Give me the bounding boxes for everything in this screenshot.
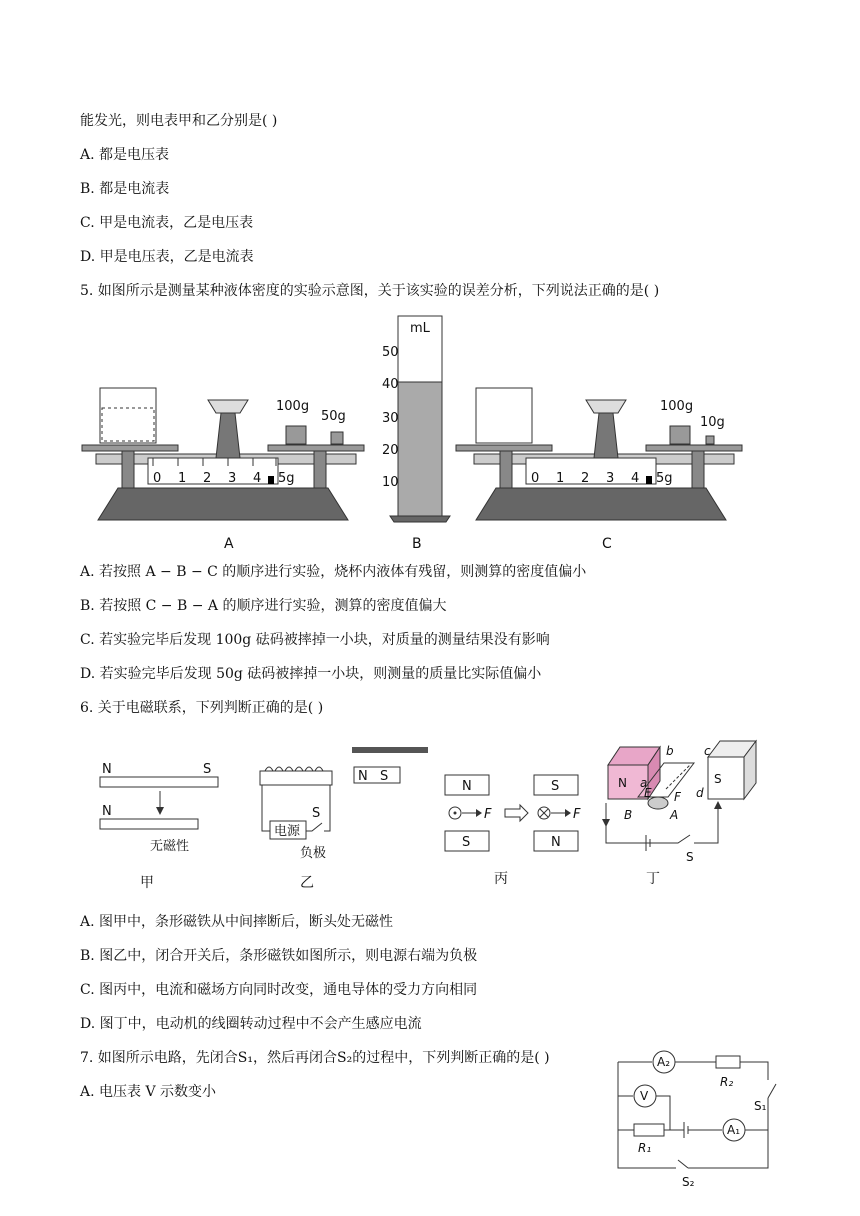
q6-option-d: D. 图丁中，电动机的线圈转动过程中不会产生感应电流: [80, 1016, 422, 1032]
q6-option-a: A. 图甲中，条形磁铁从中间摔断后，断头处无磁性: [80, 914, 394, 930]
jia-n1: N: [102, 762, 112, 777]
bing-force-1: F: [484, 807, 492, 822]
ding-brush-a: A: [670, 808, 679, 822]
balance-a: [82, 388, 364, 520]
ruler-a-tick-0: 0: [153, 471, 162, 486]
caption-b: B: [412, 536, 422, 552]
ruler-c-tick-4: 4: [631, 471, 640, 486]
cyl-tick-40: 40: [382, 377, 399, 392]
q5-figure: [78, 308, 758, 558]
q5-stem: 5. 如图所示是测量某种液体密度的实验示意图，关于该实验的误差分析，下列说法正确的是( ): [80, 283, 660, 299]
weight-c-100g: 100g: [660, 399, 694, 414]
ruler-c-tick-0: 0: [531, 471, 540, 486]
switch-s2: S₂: [682, 1175, 695, 1189]
cyl-tick-30: 30: [382, 411, 399, 426]
q4-stem-continuation: 能发光，则电表甲和乙分别是( ): [80, 113, 278, 129]
cyl-tick-20: 20: [382, 443, 399, 458]
q6-figure: [90, 735, 770, 900]
q6-option-c: C. 图丙中，电流和磁场方向同时改变，通电导体的受力方向相同: [80, 982, 478, 998]
weight-a-50g: 50g: [321, 409, 346, 424]
graduated-cylinder: [390, 316, 450, 522]
ruler-c-tick-2: 2: [581, 471, 590, 486]
ruler-c-tick-3: 3: [606, 471, 615, 486]
ruler-a-tick-4: 4: [253, 471, 262, 486]
ding-brush-b: B: [624, 808, 633, 822]
figure-jia: [100, 777, 218, 829]
ruler-a-tick-3: 3: [228, 471, 237, 486]
ding-c: c: [704, 744, 711, 758]
ammeter-a2: A₂: [657, 1055, 671, 1069]
voltmeter-v: V: [640, 1089, 649, 1103]
resistor-r1: R₁: [638, 1141, 652, 1155]
ding-b: b: [666, 744, 674, 758]
jia-s1: S: [203, 762, 212, 777]
jia-n2: N: [102, 804, 112, 819]
ding-switch: S: [686, 850, 694, 864]
q5-option-d: D. 若实验完毕后发现 50g 砝码被摔掉一小块，则测量的质量比实际值偏小: [80, 666, 542, 682]
q7-option-a: A. 电压表 V 示数变小: [80, 1084, 217, 1100]
bing-n-bottom: N: [551, 835, 561, 850]
q5-option-a: A. 若按照 A − B − C 的顺序进行实验，烧杯内液体有残留，则测算的密度值偏小: [80, 564, 587, 580]
ruler-c-tick-1: 1: [556, 471, 565, 486]
q6-stem: 6. 关于电磁联系，下列判断正确的是( ): [80, 700, 324, 716]
q5-option-c: C. 若实验完毕后发现 100g 砝码被摔掉一小块，对质量的测量结果没有影响: [80, 632, 550, 648]
balance-c: [456, 388, 742, 520]
caption-yi: 乙: [300, 875, 314, 891]
bing-n-top: N: [462, 779, 472, 794]
ruler-a-tick-1: 1: [178, 471, 187, 486]
ding-s: S: [714, 772, 722, 786]
caption-bing: 丙: [494, 871, 508, 887]
yi-switch: S: [312, 806, 321, 821]
q6-option-b: B. 图乙中，闭合开关后，条形磁铁如图所示，则电源右端为负极: [80, 948, 478, 964]
cyl-tick-50: 50: [382, 345, 399, 360]
weight-a-100g: 100g: [276, 399, 310, 414]
ding-d: d: [696, 786, 704, 800]
ding-a: a: [640, 776, 648, 790]
ding-n: N: [618, 776, 627, 790]
q4-option-d: D. 甲是电压表，乙是电流表: [80, 249, 254, 265]
q7-circuit: [608, 1044, 783, 1190]
cylinder-unit: mL: [410, 321, 430, 336]
ruler-a-tick-2: 2: [203, 471, 212, 486]
switch-s1: S₁: [754, 1099, 767, 1113]
q5-option-b: B. 若按照 C − B − A 的顺序进行实验，测算的密度值偏大: [80, 598, 447, 614]
ding-e: E: [644, 786, 652, 800]
bing-s-top: S: [551, 779, 560, 794]
bing-s-bottom: S: [462, 835, 471, 850]
yi-s: S: [380, 769, 389, 784]
caption-jia: 甲: [140, 875, 154, 891]
yi-neg: 负极: [300, 846, 327, 861]
caption-c: C: [602, 536, 612, 552]
ding-f: F: [674, 790, 681, 804]
yi-n: N: [358, 769, 368, 784]
ammeter-a1: A₁: [727, 1123, 741, 1137]
q4-option-a: A. 都是电压表: [80, 147, 170, 163]
ruler-a-tick-5g: 5g: [278, 471, 295, 486]
resistor-r2: R₂: [720, 1075, 734, 1089]
q4-option-c: C. 甲是电流表，乙是电压表: [80, 215, 254, 231]
yi-power: 电源: [274, 824, 301, 839]
bing-force-2: F: [573, 807, 581, 822]
jia-label: 无磁性: [150, 839, 190, 854]
cyl-tick-10: 10: [382, 475, 399, 490]
caption-a: A: [224, 536, 234, 552]
q7-stem: 7. 如图所示电路，先闭合S₁，然后再闭合S₂的过程中，下列判断正确的是( ): [80, 1050, 550, 1066]
q4-option-b: B. 都是电流表: [80, 181, 170, 197]
weight-c-10g: 10g: [700, 415, 725, 430]
ruler-c-tick-5g: 5g: [656, 471, 673, 486]
caption-ding: 丁: [646, 871, 660, 887]
